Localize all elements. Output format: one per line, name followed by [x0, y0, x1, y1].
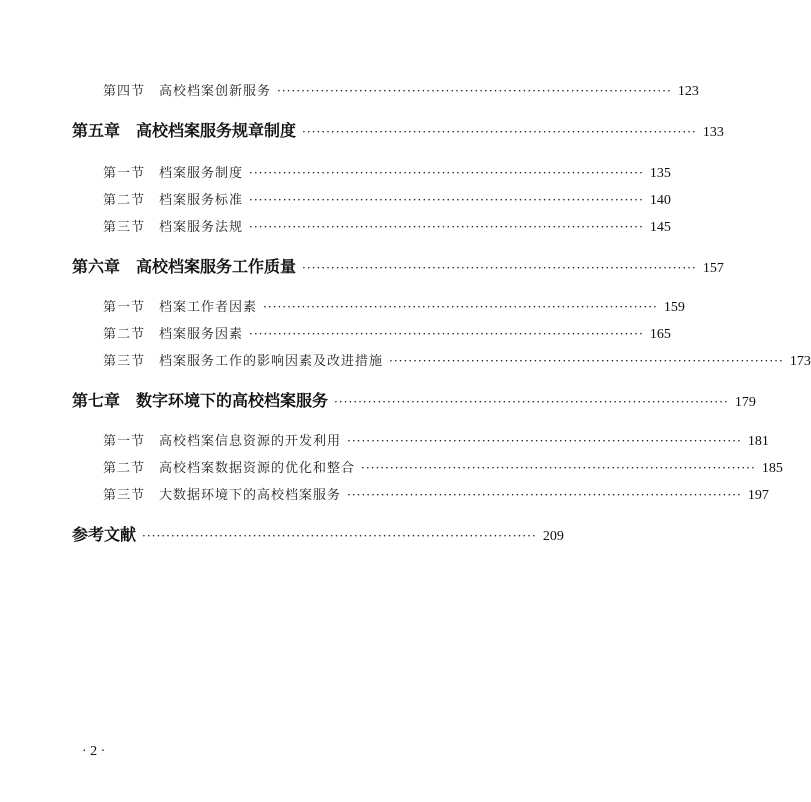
- toc-entry-label: 第二节 档案服务标准: [103, 193, 244, 208]
- toc-entry-label: 第六章 高校档案服务工作质量: [72, 257, 297, 276]
- dot-leader: ··················································································: [249, 193, 644, 207]
- toc-page-number: 140: [649, 193, 671, 208]
- dot-leader: ··················································································: [389, 354, 784, 368]
- toc-entry[interactable]: [72, 388, 756, 411]
- toc-entry[interactable]: [103, 484, 769, 504]
- toc-page-number: 135: [649, 166, 671, 181]
- toc-page-number: 157: [702, 261, 724, 276]
- toc-page-number: 179: [734, 395, 756, 410]
- toc-entry[interactable]: [103, 296, 685, 316]
- dot-leader: ··················································································: [277, 84, 672, 98]
- toc-page-number: 165: [649, 327, 671, 342]
- toc-entry[interactable]: [103, 216, 671, 236]
- toc-page-number: 123: [677, 84, 699, 99]
- toc-entry-label: 第七章 数字环境下的高校档案服务: [72, 391, 329, 410]
- toc-entry[interactable]: [103, 162, 671, 182]
- dot-leader: ··················································································: [334, 395, 729, 409]
- toc-page-number: 181: [747, 434, 769, 449]
- toc-page-number: 173: [789, 354, 811, 369]
- toc-entry-label: 参考文献: [72, 525, 137, 544]
- toc-entry-label: 第三节 档案服务法规: [103, 220, 244, 235]
- toc-entry[interactable]: [103, 430, 769, 450]
- toc-entry-label: 第一节 高校档案信息资源的开发利用: [103, 434, 342, 449]
- toc-entry-label: 第二节 高校档案数据资源的优化和整合: [103, 461, 356, 476]
- dot-leader: ··················································································: [263, 300, 658, 314]
- toc-entry[interactable]: [103, 457, 783, 477]
- dot-leader: ··················································································: [347, 488, 742, 502]
- toc-entry[interactable]: [103, 189, 671, 209]
- toc-entry-label: 第三节 档案服务工作的影响因素及改进措施: [103, 354, 384, 369]
- dot-leader: ··················································································: [302, 125, 697, 139]
- toc-page-number: 133: [702, 125, 724, 140]
- toc-entry-label: 第五章 高校档案服务规章制度: [72, 121, 297, 140]
- toc-entry[interactable]: [72, 522, 564, 545]
- toc-page-number: 145: [649, 220, 671, 235]
- dot-leader: ··················································································: [249, 327, 644, 341]
- toc-entry[interactable]: [103, 350, 811, 370]
- toc-entry[interactable]: [103, 323, 671, 343]
- dot-leader: ··················································································: [142, 529, 537, 543]
- toc-page-number: 209: [542, 529, 564, 544]
- toc-entry-label: 第四节 高校档案创新服务: [103, 84, 272, 99]
- toc-entry[interactable]: [103, 80, 699, 100]
- toc-entry-label: 第二节 档案服务因素: [103, 327, 244, 342]
- toc-page-number: 197: [747, 488, 769, 503]
- dot-leader: ··················································································: [302, 261, 697, 275]
- toc-entry-label: 第一节 档案工作者因素: [103, 300, 258, 315]
- dot-leader: ··················································································: [249, 166, 644, 180]
- toc-entry[interactable]: [72, 118, 724, 141]
- dot-leader: ··················································································: [249, 220, 644, 234]
- dot-leader: ··················································································: [361, 461, 756, 475]
- toc-entry-label: 第三节 大数据环境下的高校档案服务: [103, 488, 342, 503]
- page-number-footer: · 2 ·: [82, 744, 106, 759]
- toc-page-number: 159: [663, 300, 685, 315]
- toc-page-number: 185: [761, 461, 783, 476]
- dot-leader: ··················································································: [347, 434, 742, 448]
- toc-entry-label: 第一节 档案服务制度: [103, 166, 244, 181]
- toc-entry[interactable]: [72, 254, 724, 277]
